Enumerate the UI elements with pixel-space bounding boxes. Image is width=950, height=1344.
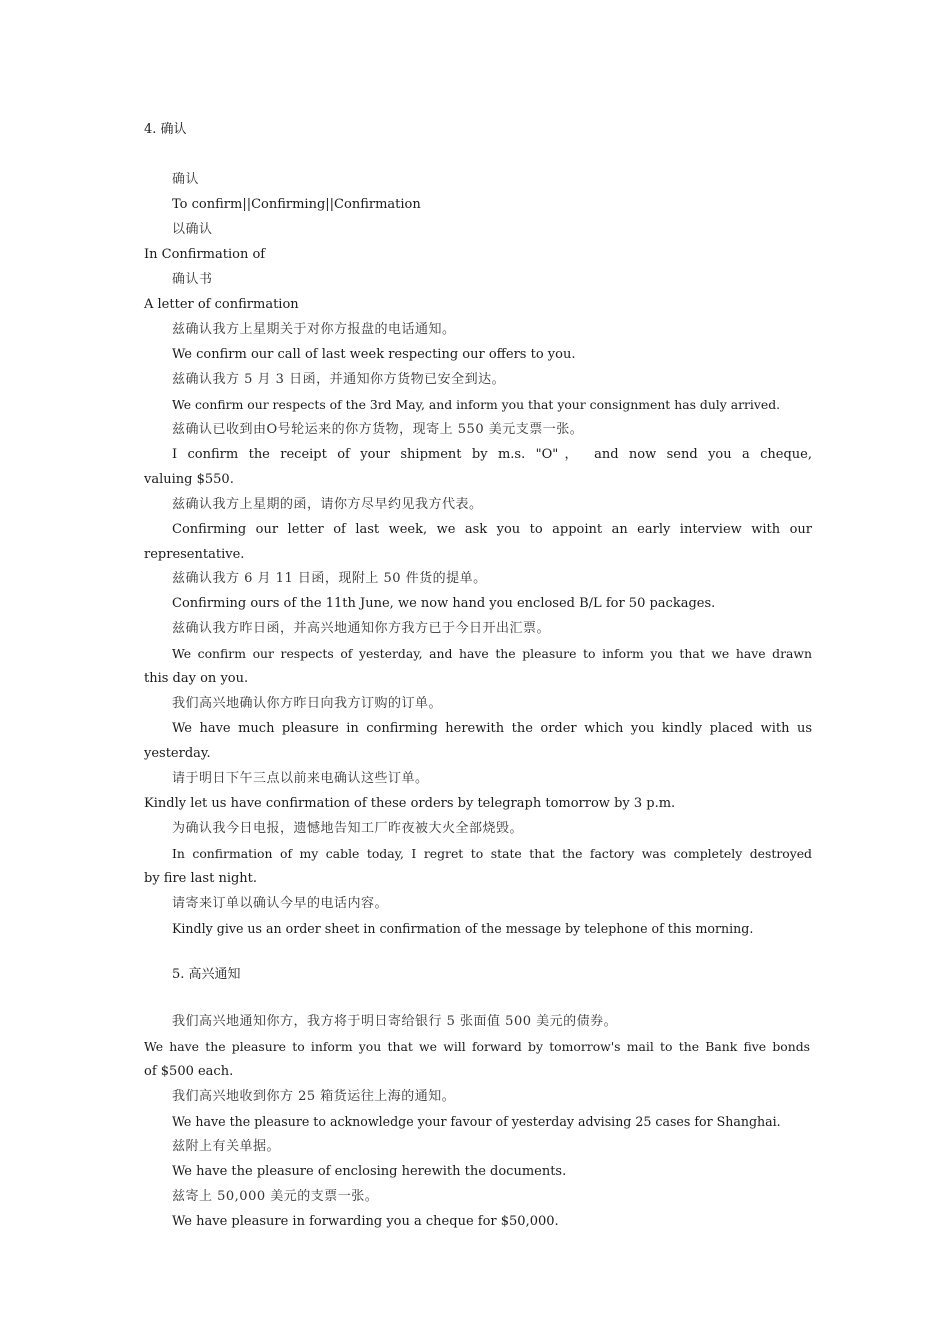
text-line: 兹确认我方上星期的函，请你方尽早约见我方代表。: [172, 497, 483, 512]
section-5-heading: 5. 高兴通知: [172, 967, 241, 982]
text-line: We confirm our call of last week respecting our offers to you.: [172, 347, 576, 362]
text-line: Kindly let us have confirmation of these orders by telegraph tomorrow by 3 p.m.: [144, 796, 676, 811]
text-line: 兹寄上 50,000 美元的支票一张。: [172, 1189, 379, 1204]
text-line: In Confirmation of: [144, 247, 266, 262]
text-line: We have the pleasure to acknowledge your favour of yesterday advising 25 cases for Shanghai.: [172, 1114, 781, 1129]
text-line: yesterday.: [144, 746, 211, 761]
text-line: We confirm our respects of yesterday, and have the pleasure to inform you that we have drawn: [172, 646, 812, 661]
text-line: valuing $550.: [144, 472, 234, 487]
text-line: 兹确认我方 5 月 3 日函，并通知你方货物已安全到达。: [172, 372, 506, 387]
text-line: We have the pleasure of enclosing herewith the documents.: [172, 1164, 567, 1179]
text-line: 我们高兴地通知你方，我方将于明日寄给银行 5 张面值 500 美元的债券。: [172, 1014, 618, 1029]
text-line: 请寄来订单以确认今早的电话内容。: [172, 896, 389, 911]
text-line: We confirm our respects of the 3rd May, and inform you that your consignment has duly arrived.: [172, 397, 781, 412]
text-line: 确认: [172, 172, 200, 187]
text-line: 兹确认我方 6 月 11 日函，现附上 50 件货的提单。: [172, 571, 487, 586]
text-line: 我们高兴地确认你方昨日向我方订购的订单。: [172, 696, 443, 711]
text-line: 兹确认我方昨日函，并高兴地通知你方我方已于今日开出汇票。: [172, 621, 551, 636]
text-line: 兹确认我方上星期关于对你方报盘的电话通知。: [172, 322, 456, 337]
text-line: 请于明日下午三点以前来电确认这些订单。: [172, 771, 429, 786]
text-line: To confirm||Confirming||Confirmation: [172, 197, 421, 212]
text-line: representative.: [144, 547, 245, 562]
text-line: this day on you.: [144, 671, 249, 686]
text-line: by fire last night.: [144, 871, 258, 886]
text-line: A letter of confirmation: [144, 297, 299, 312]
text-line: Kindly give us an order sheet in confirmation of the message by telephone of this morning.: [172, 921, 754, 936]
text-line: 以确认: [172, 222, 213, 237]
text-line: 为确认我今日电报，遗憾地告知工厂昨夜被大火全部烧毁。: [172, 821, 524, 836]
text-line: We have much pleasure in confirming herewith the order which you kindly placed with us: [172, 721, 812, 736]
text-line: We have pleasure in forwarding you a cheque for $50,000.: [172, 1214, 559, 1229]
text-line: of $500 each.: [144, 1064, 234, 1079]
text-line: In confirmation of my cable today, I regret to state that the factory was completely destroyed: [172, 846, 812, 861]
text-line: Confirming ours of the 11th June, we now hand you enclosed B/L for 50 packages.: [172, 596, 716, 611]
text-line: 兹附上有关单据。: [172, 1139, 281, 1154]
text-line: 我们高兴地收到你方 25 箱货运往上海的通知。: [172, 1089, 456, 1104]
text-line: I confirm the receipt of your shipment by m.s. "O"， and now send you a cheque,: [172, 447, 812, 462]
text-line: Confirming our letter of last week, we ask you to appoint an early interview with our: [172, 522, 812, 537]
section-4-heading: 4. 确认: [144, 122, 187, 137]
text-line: 确认书: [172, 272, 213, 287]
text-line: We have the pleasure to inform you that we will forward by tomorrow's mail to the Bank five bonds: [144, 1039, 810, 1054]
text-line: 兹确认已收到由O号轮运来的你方货物，现寄上 550 美元支票一张。: [172, 422, 584, 437]
